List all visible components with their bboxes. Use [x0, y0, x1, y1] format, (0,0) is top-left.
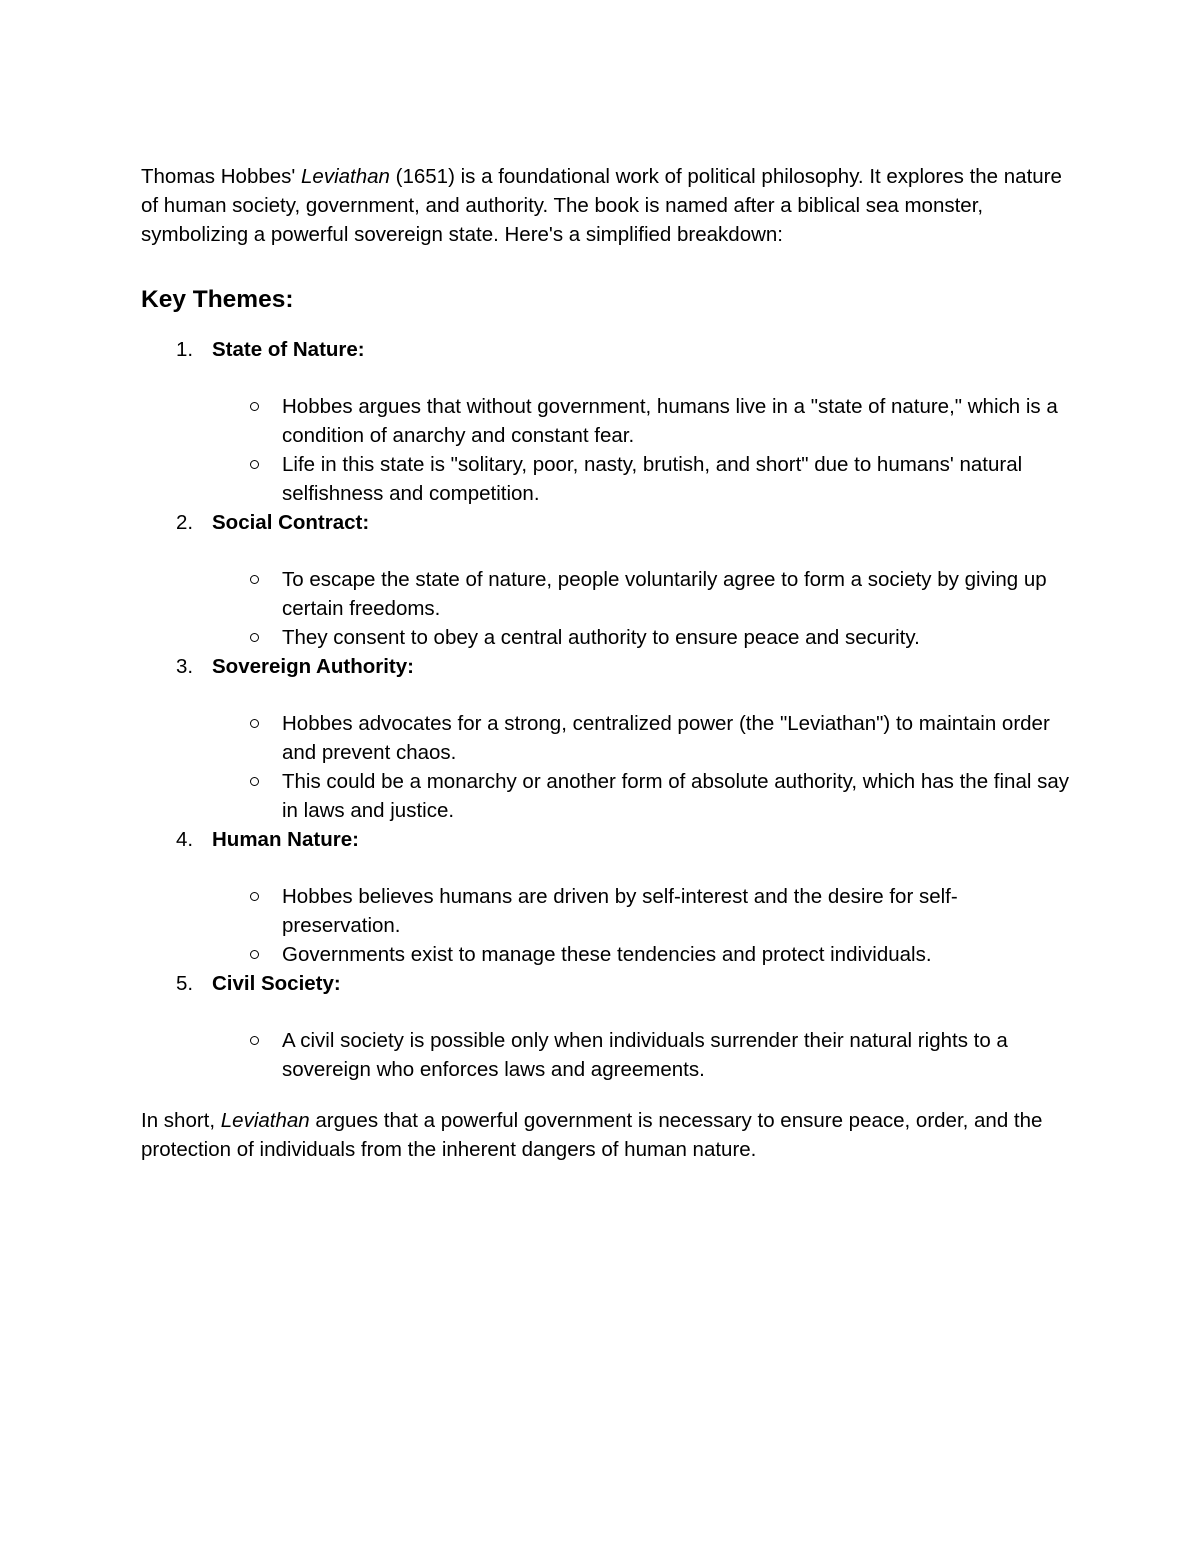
bullet-item	[141, 450, 1071, 508]
bullet-text: A civil society is possible only when individuals surrender their natural rights to a sovereign who enforces laws and agreements.	[282, 1029, 1008, 1081]
theme-bullets	[212, 537, 1071, 652]
theme-title: Civil Society:	[212, 972, 341, 995]
circle-bullet-icon	[250, 633, 259, 642]
circle-bullet-icon	[250, 777, 259, 786]
circle-bullet-icon	[250, 402, 259, 411]
theme-number: 1.	[176, 338, 194, 361]
intro-book-title: Leviathan	[301, 165, 390, 188]
theme-title: Human Nature:	[212, 828, 359, 851]
theme-bullets	[212, 681, 1071, 825]
circle-bullet-icon	[250, 1036, 259, 1045]
theme-item	[141, 969, 1071, 1084]
summary-text-post: argues that a powerful government is necessary to ensure peace, order, and the protection of individuals from the inherent dangers of human nature.	[141, 1109, 1043, 1161]
bullet-text: Life in this state is "solitary, poor, nasty, brutish, and short" due to humans' natural selfishness and competition.	[282, 453, 1023, 505]
circle-bullet-icon	[250, 575, 259, 584]
bullet-text: They consent to obey a central authority to ensure peace and security.	[282, 626, 920, 649]
bullet-item	[141, 1026, 1071, 1084]
themes-list	[141, 318, 1071, 1084]
intro-paragraph	[141, 162, 1071, 249]
theme-title: Social Contract:	[212, 511, 370, 534]
theme-number: 2.	[176, 511, 194, 534]
bullet-text: Governments exist to manage these tendencies and protect individuals.	[282, 943, 932, 966]
bullet-text: Hobbes believes humans are driven by self-interest and the desire for self-preservation.	[282, 885, 958, 937]
circle-bullet-icon	[250, 719, 259, 728]
bullet-text: To escape the state of nature, people voluntarily agree to form a society by giving up certain freedoms.	[282, 568, 1047, 620]
bullet-text: Hobbes advocates for a strong, centralized power (the "Leviathan") to maintain order and prevent chaos.	[282, 712, 1050, 764]
theme-item	[141, 652, 1071, 825]
theme-item	[141, 508, 1071, 652]
bullet-item	[141, 767, 1071, 825]
circle-bullet-icon	[250, 460, 259, 469]
bullet-item	[141, 565, 1071, 623]
theme-title: Sovereign Authority:	[212, 655, 414, 678]
summary-paragraph	[141, 1084, 1071, 1164]
intro-text-post: (1651) is a foundational work of political philosophy. It explores the nature of human society, government, and authority. The book is named after a biblical sea monster, symbolizing a powerful sovereign state. Here's a simplified breakdown:	[141, 165, 1062, 246]
summary-text-pre: In short,	[141, 1109, 221, 1132]
bullet-item	[141, 392, 1071, 450]
theme-item	[141, 335, 1071, 508]
theme-number: 3.	[176, 655, 194, 678]
theme-bullets	[212, 364, 1071, 508]
bullet-text: Hobbes argues that without government, humans live in a "state of nature," which is a condition of anarchy and constant fear.	[282, 395, 1058, 447]
document-page	[141, 162, 1071, 1164]
theme-bullets	[212, 854, 1071, 969]
circle-bullet-icon	[250, 950, 259, 959]
theme-number: 5.	[176, 972, 194, 995]
theme-bullets	[212, 998, 1071, 1084]
key-themes-heading: Key Themes:	[141, 286, 294, 313]
bullet-item	[141, 940, 1071, 969]
intro-text-pre: Thomas Hobbes'	[141, 165, 302, 188]
bullet-item	[141, 882, 1071, 940]
bullet-item	[141, 709, 1071, 767]
theme-title: State of Nature:	[212, 338, 365, 361]
theme-item	[141, 825, 1071, 969]
theme-number: 4.	[176, 828, 194, 851]
bullet-text: This could be a monarchy or another form of absolute authority, which has the final say in laws and justice.	[282, 770, 1070, 822]
summary-book-title: Leviathan	[220, 1109, 310, 1132]
circle-bullet-icon	[250, 892, 259, 901]
bullet-item	[141, 623, 1071, 652]
